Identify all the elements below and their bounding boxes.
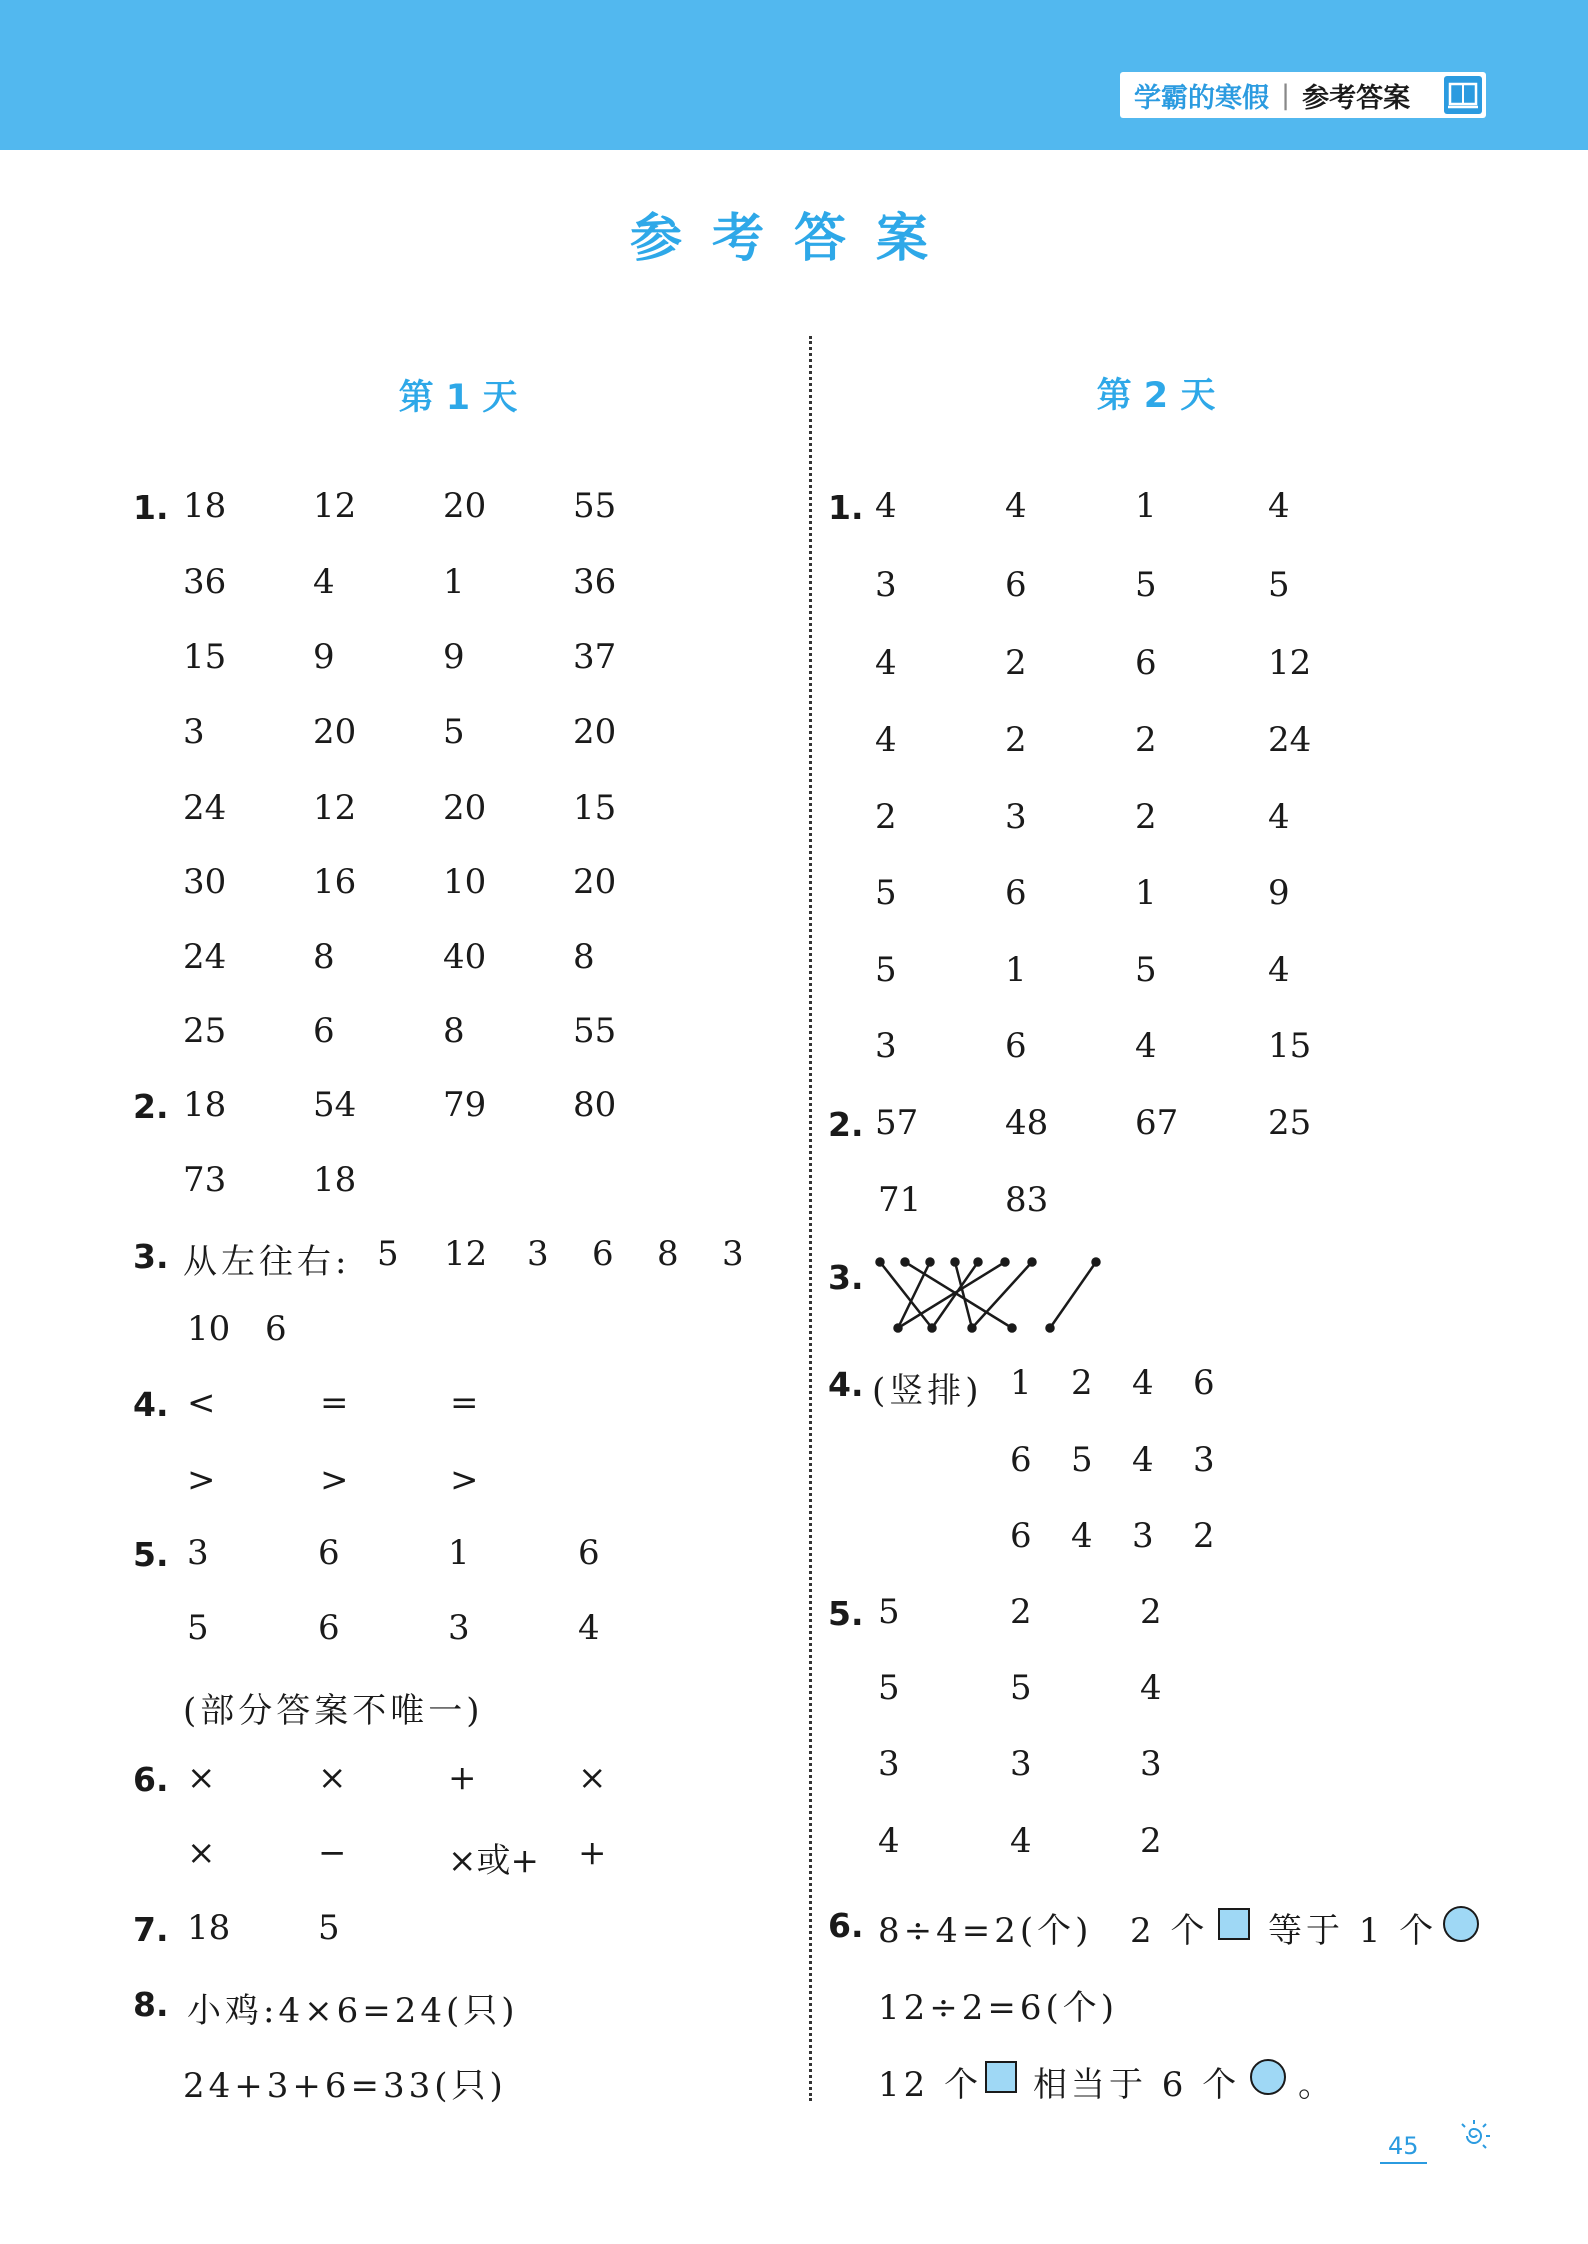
q5-note: (部分答案不唯一) [183,1691,484,1731]
grid-cell: 16 [313,862,357,902]
grid-cell: 8 [443,1011,465,1051]
grid-cell: 2 [1193,1516,1215,1556]
series-name: 学霸的寒假 [1134,82,1269,114]
grid-cell: 8 [313,937,335,977]
q6-equivalent-text: 相当于 6 个 [1033,2065,1241,2105]
grid-cell: 57 [875,1103,919,1143]
grid-cell: 3 [1193,1440,1215,1480]
grid-cell: 15 [573,788,617,828]
day-2-title: 第 2 天 [1096,376,1216,416]
section-name: 参考答案 [1302,82,1411,114]
grid-cell: 9 [313,637,335,677]
grid-cell: 37 [573,637,617,677]
grid-cell: 20 [443,788,487,828]
grid-cell: 1 [443,562,465,602]
grid-cell: 6 [1005,565,1027,605]
grid-cell: 2 [1010,1592,1032,1632]
grid-cell: 6 [1005,1026,1027,1066]
grid-cell: 12 [1268,643,1312,683]
grid-cell: 2 [1135,797,1157,837]
grid-cell: 4 [1132,1440,1154,1480]
grid-cell: 6 [318,1608,340,1648]
grid-cell: 6 [1010,1516,1032,1556]
grid-cell: 5 [875,873,897,913]
q4-prefix: (竖排) [872,1371,983,1411]
grid-cell: 18 [183,1085,227,1125]
grid-cell: = [320,1383,349,1423]
page-number: 45 [1380,2132,1427,2164]
grid-cell: 4 [578,1608,600,1648]
grid-cell: 83 [1005,1180,1049,1220]
grid-cell: × [318,1758,347,1798]
grid-cell: 10 [443,862,487,902]
grid-cell: 4 [1132,1363,1154,1403]
grid-cell: 15 [183,637,227,677]
grid-cell: 10 [187,1309,231,1349]
header-separator: | [1281,79,1291,111]
l-q3-number: 3. [133,1237,169,1276]
grid-cell: 24 [183,788,227,828]
grid-cell: 1 [1005,950,1027,990]
q6-equation-2: 12÷2=6(个) [878,1988,1119,2028]
q6-count-a: 2 个 [1130,1911,1209,1951]
grid-cell: 2 [875,797,897,837]
grid-cell: 1 [1010,1363,1032,1403]
grid-cell: 2 [1135,720,1157,760]
grid-cell: 9 [1268,873,1290,913]
grid-cell: 6 [578,1533,600,1573]
q6-equation-1: 8÷4=2(个) [878,1911,1093,1951]
grid-cell: 18 [183,486,227,526]
grid-cell: 4 [1005,486,1027,526]
grid-cell: 3 [527,1234,549,1274]
grid-cell: 5 [1071,1440,1093,1480]
grid-cell: 1 [448,1533,470,1573]
grid-cell: 4 [1268,486,1290,526]
day-1-title: 第 1 天 [398,378,518,418]
grid-cell: 1 [1135,873,1157,913]
circle-shape [1250,2059,1286,2095]
q3-prefix: 从左往右: [183,1242,351,1282]
grid-cell: 73 [183,1160,227,1200]
grid-cell: 3 [722,1234,744,1274]
square-shape [985,2061,1017,2093]
q8-line2: 24+3+6=33(只) [183,2066,507,2106]
grid-cell: 3 [875,565,897,605]
sun-swirl-icon [1456,2118,1492,2158]
l-q1-number: 1. [133,488,169,527]
grid-cell: 48 [1005,1103,1049,1143]
grid-cell: 30 [183,862,227,902]
r-q2-number: 2. [828,1105,864,1144]
circle-shape [1443,1906,1479,1942]
grid-cell: 79 [443,1085,487,1125]
grid-cell: + [578,1833,607,1873]
grid-cell: 6 [592,1234,614,1274]
grid-cell: 20 [573,712,617,752]
grid-cell: < [187,1383,216,1423]
r-q4-number: 4. [828,1365,864,1404]
grid-cell: 5 [1135,950,1157,990]
grid-cell: = [450,1383,479,1423]
grid-cell: 1 [1135,486,1157,526]
grid-cell: 6 [265,1309,287,1349]
grid-cell: 36 [183,562,227,602]
grid-cell: × [187,1758,216,1798]
grid-cell: 55 [573,1011,617,1051]
grid-cell: 55 [573,486,617,526]
grid-cell: 6 [318,1533,340,1573]
grid-cell: > [187,1460,216,1500]
grid-cell: 6 [313,1011,335,1051]
grid-cell: 8 [573,937,595,977]
grid-cell: 3 [448,1608,470,1648]
square-shape [1218,1908,1250,1940]
grid-cell: 4 [1268,950,1290,990]
grid-cell: 2 [1140,1592,1162,1632]
l-q4-number: 4. [133,1385,169,1424]
grid-cell: 40 [443,937,487,977]
grid-cell: 4 [875,720,897,760]
grid-cell: 5 [878,1668,900,1708]
grid-cell: 3 [1132,1516,1154,1556]
grid-cell: 6 [1010,1440,1032,1480]
grid-cell: 3 [875,1026,897,1066]
grid-cell: 18 [313,1160,357,1200]
grid-cell: 3 [1010,1744,1032,1784]
grid-cell: 15 [1268,1026,1312,1066]
r-q6-number: 6. [828,1906,864,1945]
l-q5-number: 5. [133,1535,169,1574]
grid-cell: 5 [875,950,897,990]
grid-cell: 20 [443,486,487,526]
grid-cell: 5 [1135,565,1157,605]
grid-cell: 4 [1140,1668,1162,1708]
grid-cell: 12 [313,788,357,828]
matching-lines-diagram [860,1250,1110,1340]
grid-cell: 4 [878,1821,900,1861]
grid-cell: > [320,1460,349,1500]
l-q8-number: 8. [133,1985,169,2024]
r-q1-number: 1. [828,488,864,527]
grid-cell: + [448,1758,477,1798]
grid-cell: 24 [1268,720,1312,760]
grid-cell: 5 [187,1608,209,1648]
grid-cell: 2 [1140,1821,1162,1861]
grid-cell: × [187,1833,216,1873]
grid-cell: 12 [313,486,357,526]
grid-cell: 8 [657,1234,679,1274]
page-title: 参考答案 [629,209,958,269]
grid-cell: 6 [1005,873,1027,913]
grid-cell: 54 [313,1085,357,1125]
l-q7-number: 7. [133,1910,169,1949]
grid-cell: 2 [1005,720,1027,760]
grid-cell: 80 [573,1085,617,1125]
grid-cell: 6 [1135,643,1157,683]
grid-cell: × [578,1758,607,1798]
grid-cell: 5 [318,1908,340,1948]
column-divider [809,336,812,2101]
grid-cell: 36 [573,562,617,602]
grid-cell: 20 [313,712,357,752]
grid-cell: ×或+ [448,1841,539,1881]
r-q3-number: 3. [828,1258,864,1297]
q6-equals-text: 等于 1 个 [1268,1911,1438,1951]
grid-cell: 5 [1268,565,1290,605]
grid-cell: 4 [1010,1821,1032,1861]
grid-cell: 6 [1193,1363,1215,1403]
grid-cell: 25 [1268,1103,1312,1143]
grid-cell: 4 [1268,797,1290,837]
grid-cell: 3 [187,1533,209,1573]
header-tag [1120,72,1486,118]
grid-cell: > [450,1460,479,1500]
grid-cell: 18 [187,1908,231,1948]
grid-cell: 2 [1071,1363,1093,1403]
grid-cell: 24 [183,937,227,977]
grid-cell: 4 [875,486,897,526]
grid-cell: 4 [875,643,897,683]
grid-cell: 5 [1010,1668,1032,1708]
grid-cell: 71 [878,1180,922,1220]
r-q5-number: 5. [828,1594,864,1633]
q6-count-b: 12 个 [878,2065,983,2105]
grid-cell: 2 [1005,643,1027,683]
l-q2-number: 2. [133,1087,169,1126]
grid-cell: 3 [1005,797,1027,837]
book-icon [1444,76,1482,114]
grid-cell: 5 [377,1234,399,1274]
grid-cell: 4 [1071,1516,1093,1556]
grid-cell: 20 [573,862,617,902]
grid-cell: 12 [444,1234,488,1274]
q6-period: 。 [1298,2065,1336,2105]
grid-cell: 4 [313,562,335,602]
grid-cell: 3 [183,712,205,752]
grid-cell: 67 [1135,1103,1179,1143]
grid-cell: 5 [443,712,465,752]
grid-cell: 3 [878,1744,900,1784]
header-banner [0,0,1588,150]
grid-cell: 9 [443,637,465,677]
grid-cell: 5 [878,1592,900,1632]
grid-cell: 4 [1135,1026,1157,1066]
q8-line1: 小鸡:4×6=24(只) [187,1991,519,2031]
grid-cell: − [318,1833,347,1873]
l-q6-number: 6. [133,1760,169,1799]
grid-cell: 3 [1140,1744,1162,1784]
grid-cell: 25 [183,1011,227,1051]
